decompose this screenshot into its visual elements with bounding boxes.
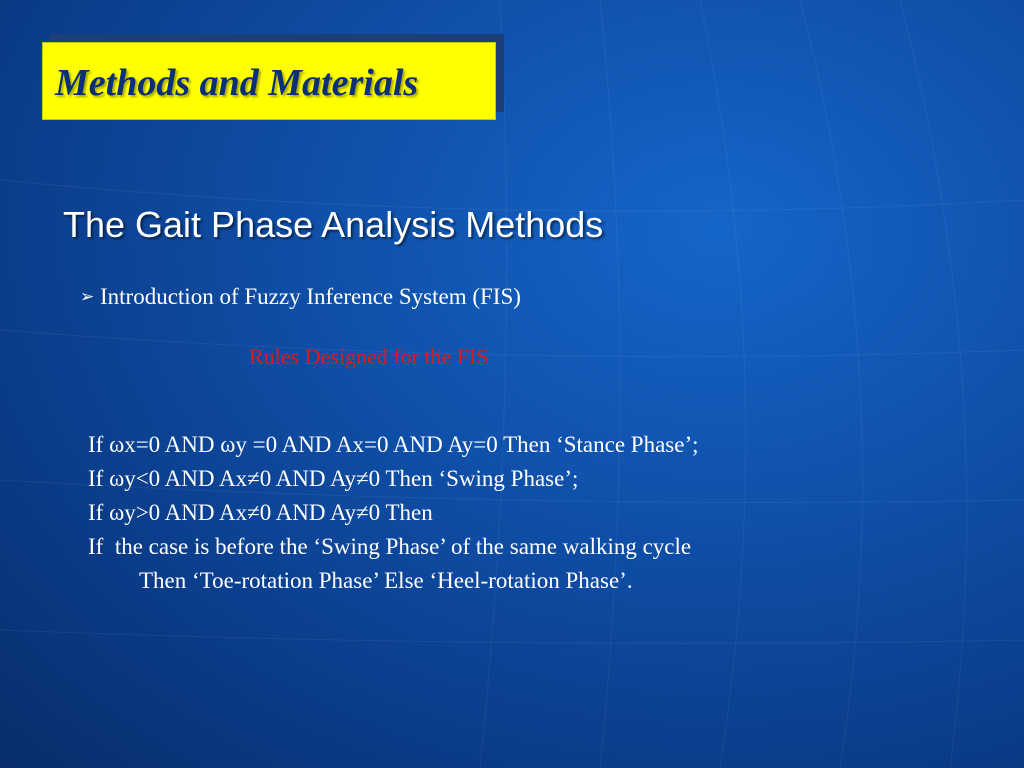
bullet-text: Introduction of Fuzzy Inference System (FIS): [100, 284, 521, 309]
rule-line: If ωy>0 AND Ax≠0 AND Ay≠0 Then: [88, 500, 433, 525]
rule-line: If the case is before the ‘Swing Phase’ of the same walking cycle: [88, 534, 692, 559]
bullet-item: [80, 284, 521, 310]
rules-list: [88, 428, 699, 598]
rule-line: Then ‘Toe-rotation Phase’ Else ‘Heel-rotation Phase’.: [139, 568, 633, 593]
title-box: [42, 42, 496, 120]
slide-title: Methods and Materials: [55, 62, 419, 104]
rule-line: If ωy<0 AND Ax≠0 AND Ay≠0 Then ‘Swing Phase’;: [88, 466, 579, 491]
rules-heading: Rules Designed for the FIS: [249, 344, 489, 369]
arrowhead-bullet-icon: ➢: [80, 287, 95, 307]
rule-line: If ωx=0 AND ωy =0 AND Ax=0 AND Ay=0 Then ‘Stance Phase’;: [88, 432, 699, 457]
slide-subtitle: The Gait Phase Analysis Methods: [63, 204, 604, 245]
